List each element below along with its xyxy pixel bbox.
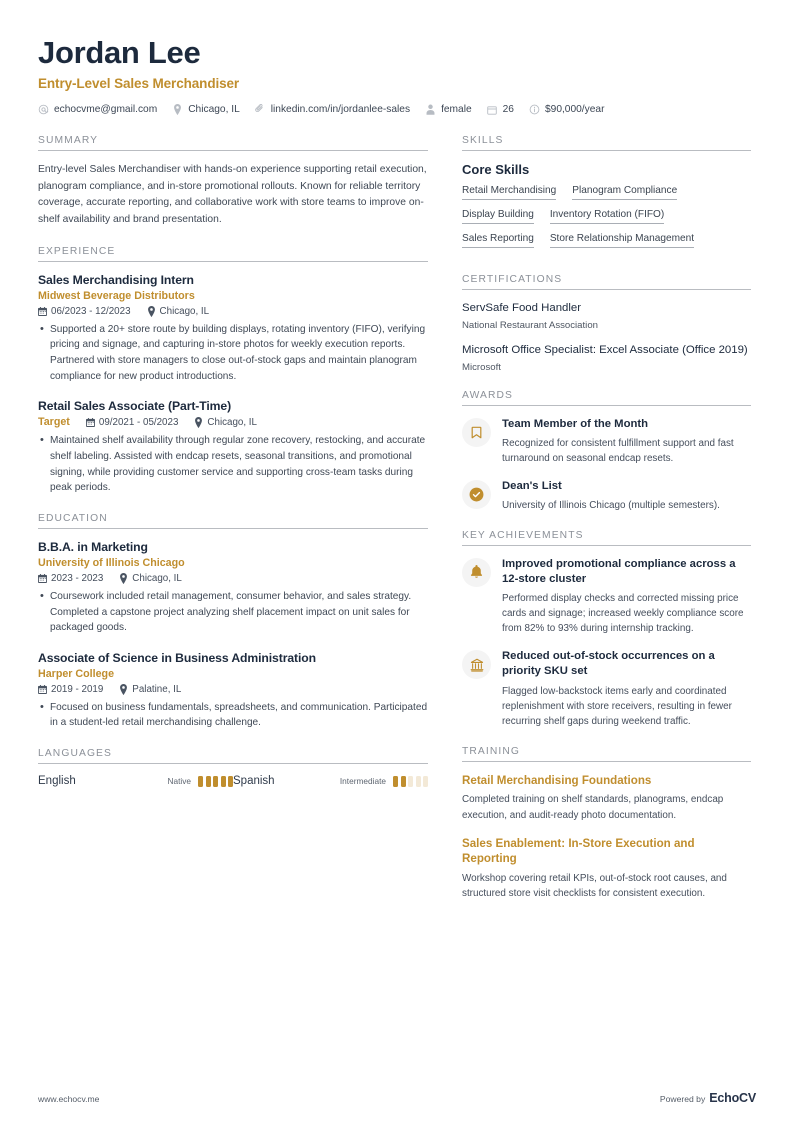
bullet-item: • Coursework included retail management, consumer behavior, and sales strategy. Completed a capstone project analyzing shelf placement impact on unit sales for packaged goods. xyxy=(38,589,428,636)
page-footer xyxy=(38,1091,756,1105)
training-list xyxy=(462,762,751,902)
certification-list xyxy=(462,290,751,372)
contact-row xyxy=(38,104,756,115)
location-pin-icon xyxy=(194,418,203,427)
section-title-summary: SUMMARY xyxy=(38,135,99,147)
training-item xyxy=(462,773,751,823)
bullet-item: • Supported a 20+ store route by building displays, rotating inventory (FIFO), verifying pricing and signage, and capturing in-store photos for weekly execution reports. Partnered with store managers to close out-of-stock gaps and maintain planogram compliance for new product introductions. xyxy=(38,322,428,385)
award-item-title: Team Member of the Month xyxy=(502,417,649,430)
skill-tag: Inventory Rotation (FIFO) xyxy=(550,209,664,224)
calendar-icon xyxy=(38,307,47,316)
entry-role: Sales Merchandising Intern xyxy=(38,272,194,287)
language-name: English xyxy=(38,775,76,788)
section-summary xyxy=(38,135,428,229)
proficiency-dot xyxy=(206,776,211,787)
entry-school: University of Illinois Chicago xyxy=(38,556,185,569)
entry-dates-text: 06/2023 - 12/2023 xyxy=(51,305,131,317)
calendar-icon xyxy=(38,574,47,583)
calendar-icon xyxy=(487,104,498,115)
proficiency-dot xyxy=(416,776,421,787)
link-icon xyxy=(255,104,266,115)
section-certifications xyxy=(462,274,751,372)
achievement-item-title: Reduced out-of-stock occurrences on a priority SKU set xyxy=(502,650,715,678)
section-title-key-achievements: KEY ACHIEVEMENTS xyxy=(462,529,584,541)
summary-text: Entry-level Sales Merchandiser with hands-on experience supporting retail execution, planogram compliance, and in-store promotional rollouts. Known for reliable territory coverage, accurate reporting, and collaborative work with store teams to improve on-shelf availability and brand presentation. xyxy=(38,164,427,226)
section-title-languages: LANGUAGES xyxy=(38,748,112,760)
proficiency-dot xyxy=(198,776,203,787)
entry-meta xyxy=(38,573,428,584)
location-pin-icon xyxy=(119,685,128,694)
section-experience xyxy=(38,246,428,496)
proficiency-dot xyxy=(393,776,398,787)
contact-item[interactable] xyxy=(172,104,240,115)
entry-dates xyxy=(38,573,103,584)
section-education xyxy=(38,513,428,731)
entry-degree: Associate of Science in Business Administration xyxy=(38,650,316,665)
page-title: Jordan Lee xyxy=(38,35,201,70)
training-description: Workshop covering retail KPIs, out-of-stock root causes, and structured store visit checklists for consistent execution. xyxy=(462,873,727,900)
education-bullets xyxy=(38,589,428,636)
bank-icon xyxy=(462,650,491,679)
experience-bullets xyxy=(38,322,428,385)
experience-entry xyxy=(38,399,428,496)
proficiency-dot xyxy=(401,776,406,787)
skill-tag-list xyxy=(462,185,751,257)
footer-brand-name: EchoCV xyxy=(709,1091,756,1105)
location-pin-icon xyxy=(172,104,183,115)
right-column xyxy=(462,135,751,919)
education-bullets xyxy=(38,700,428,731)
section-title-experience: EXPERIENCE xyxy=(38,245,116,257)
award-item xyxy=(462,479,751,513)
entry-location xyxy=(119,573,182,584)
info-icon xyxy=(529,104,540,115)
location-pin-icon xyxy=(119,574,128,583)
entry-meta xyxy=(38,416,428,428)
proficiency-dot xyxy=(213,776,218,787)
language-name: Spanish xyxy=(233,775,275,788)
bell-icon xyxy=(462,558,491,587)
calendar-icon xyxy=(38,685,47,694)
contact-text: 26 xyxy=(502,104,514,116)
language-level: Native xyxy=(167,776,191,787)
entry-organization: Midwest Beverage Distributors xyxy=(38,289,195,302)
achievement-item-description: Flagged low-backstock items early and coordinated replenishment with store receivers, resulting in fewer recurring shelf gaps during weekend traffic. xyxy=(502,685,732,727)
skill-tag: Sales Reporting xyxy=(462,233,534,248)
training-title: Sales Enablement: In-Store Execution and Reporting xyxy=(462,836,695,866)
contact-item[interactable] xyxy=(487,104,514,115)
entry-dates-text: 09/2021 - 05/2023 xyxy=(98,416,179,428)
certification-issuer: National Restaurant Association xyxy=(462,319,598,331)
training-item xyxy=(462,836,751,902)
section-title-education: EDUCATION xyxy=(38,512,108,524)
footer-branding xyxy=(660,1091,756,1105)
achievement-item xyxy=(462,649,751,728)
contact-text: Chicago, IL xyxy=(188,104,240,116)
language-item xyxy=(38,775,233,787)
contact-text: female xyxy=(441,104,472,116)
entry-location-text: Chicago, IL xyxy=(159,305,210,317)
bullet-item: • Focused on business fundamentals, spreadsheets, and communication. Participated in a student-led retail merchandising challenge. xyxy=(38,700,428,731)
certification-item xyxy=(462,343,751,373)
skill-tag: Display Building xyxy=(462,209,534,224)
calendar-icon xyxy=(86,418,95,427)
proficiency-dot xyxy=(221,776,226,787)
entry-dates xyxy=(86,417,179,428)
languages-row xyxy=(38,775,428,787)
language-item xyxy=(233,775,428,787)
proficiency-dot xyxy=(423,776,428,787)
achievement-item xyxy=(462,557,751,636)
skill-tag: Store Relationship Management xyxy=(550,233,694,248)
check-circle-icon xyxy=(462,480,491,509)
bullet-item: • Maintained shelf availability through regular zone recovery, restocking, and accurate shelf labeling. Assisted with endcap resets, seasonal transitions, and promotional signing, while providing customer service and supporting cross-team tasks during peak periods. xyxy=(38,433,428,496)
entry-meta xyxy=(38,684,428,695)
contact-item[interactable] xyxy=(255,104,410,115)
entry-dates-text: 2019 - 2019 xyxy=(51,683,104,695)
education-entry xyxy=(38,540,428,636)
skill-group-title: Core Skills xyxy=(462,162,530,178)
entry-location-text: Chicago, IL xyxy=(207,416,257,428)
job-headline: Entry-Level Sales Merchandiser xyxy=(38,76,240,92)
language-level: Intermediate xyxy=(339,776,386,787)
entry-location-text: Chicago, IL xyxy=(132,572,182,584)
section-awards xyxy=(462,390,751,513)
contact-text: linkedin.com/in/jordanlee-sales xyxy=(270,104,411,116)
proficiency-meter xyxy=(198,776,233,787)
email-icon xyxy=(38,104,49,115)
experience-list xyxy=(38,262,428,496)
entry-organization: Target xyxy=(38,416,70,429)
location-pin-icon xyxy=(147,307,156,316)
entry-dates xyxy=(38,306,131,317)
contact-item[interactable] xyxy=(425,104,472,115)
education-entry xyxy=(38,651,428,731)
entry-location xyxy=(119,684,181,695)
footer-powered-by-label: Powered by xyxy=(659,1094,706,1104)
section-title-certifications: CERTIFICATIONS xyxy=(462,274,563,286)
section-title-awards: AWARDS xyxy=(462,389,514,401)
left-column xyxy=(38,135,428,919)
training-description: Completed training on shelf standards, planograms, endcap execution, and audit-ready photo documentation. xyxy=(462,794,724,821)
section-title-skills: SKILLS xyxy=(462,135,504,147)
award-item-title: Dean's List xyxy=(502,479,562,492)
entry-meta xyxy=(38,306,428,317)
entry-dates-text: 2023 - 2023 xyxy=(51,572,104,584)
resume-header xyxy=(38,36,756,115)
contact-item[interactable] xyxy=(529,104,604,115)
achievement-item-title: Improved promotional compliance across a 12-store cluster xyxy=(502,557,736,586)
experience-bullets xyxy=(38,433,428,496)
footer-url[interactable]: www.echocv.me xyxy=(38,1094,100,1104)
entry-location xyxy=(194,417,257,428)
entry-dates xyxy=(38,684,103,695)
contact-text: $90,000/year xyxy=(544,104,605,116)
skill-tag: Retail Merchandising xyxy=(462,185,556,200)
entry-degree: B.B.A. in Marketing xyxy=(38,539,148,554)
certification-name: Microsoft Office Specialist: Excel Associate (Office 2019) xyxy=(462,343,748,356)
bookmark-icon xyxy=(462,418,491,447)
certification-name: ServSafe Food Handler xyxy=(462,302,582,315)
entry-school: Harper College xyxy=(38,667,115,680)
awards-list xyxy=(462,406,751,513)
entry-role: Retail Sales Associate (Part-Time) xyxy=(38,399,232,414)
education-list xyxy=(38,529,428,731)
skill-tag: Planogram Compliance xyxy=(572,185,677,200)
entry-location-text: Palatine, IL xyxy=(132,683,182,695)
proficiency-dot xyxy=(408,776,413,787)
achievement-item-description: Performed display checks and corrected missing price cards and signage; increased weekly compliance score from 82% to 93% during internship tracking. xyxy=(502,593,744,635)
section-training xyxy=(462,746,751,902)
section-skills xyxy=(462,135,751,257)
certification-issuer: Microsoft xyxy=(462,361,501,373)
entry-location xyxy=(147,306,210,317)
award-item-description: Recognized for consistent fulfillment support and fast turnaround on seasonal endcap resets. xyxy=(502,437,734,464)
person-icon xyxy=(425,104,436,115)
award-item xyxy=(462,417,751,466)
experience-entry xyxy=(38,273,428,385)
contact-text: echocvme@gmail.com xyxy=(54,104,158,116)
section-languages xyxy=(38,748,428,787)
section-key-achievements xyxy=(462,530,751,729)
proficiency-meter xyxy=(393,776,428,787)
certification-item xyxy=(462,301,751,331)
achievements-list xyxy=(462,546,751,729)
contact-item[interactable] xyxy=(38,104,157,115)
training-title: Retail Merchandising Foundations xyxy=(462,773,652,787)
section-title-training: TRAINING xyxy=(462,745,520,757)
award-item-description: University of Illinois Chicago (multiple semesters). xyxy=(502,499,720,511)
